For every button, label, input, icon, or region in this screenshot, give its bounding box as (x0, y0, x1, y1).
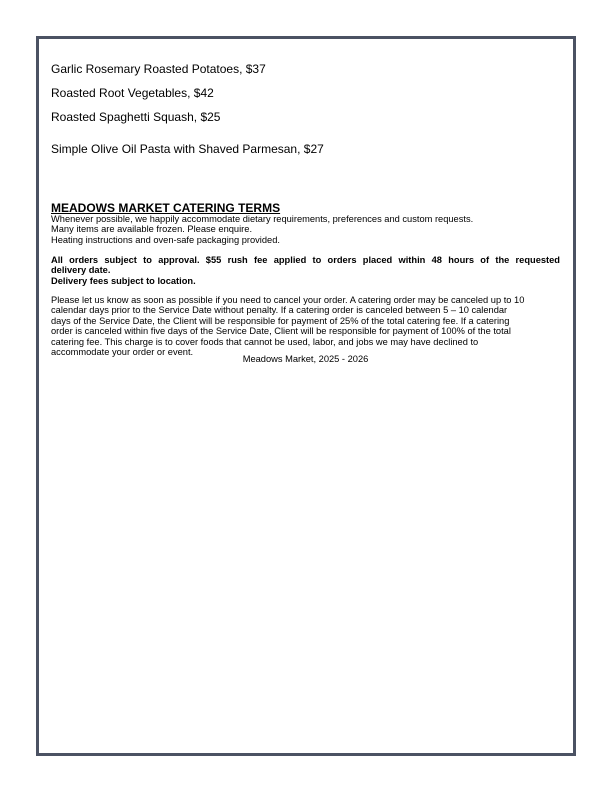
terms-frozen-line: Many items are available frozen. Please enquire. (51, 224, 253, 235)
terms-approval-block (51, 255, 560, 286)
policy-line: calendar days prior to the Service Date without penalty. If a catering order is canceled between 5 – 10 calendar (51, 305, 508, 316)
menu-item-roasted-root-vegetables: Roasted Root Vegetables, $42 (51, 86, 214, 100)
terms-heading: MEADOWS MARKET CATERING TERMS (51, 201, 281, 215)
policy-line: days of the Service Date, the Client will be responsible for payment of 25% of the total catering fee. If a catering (51, 315, 510, 326)
terms-heating-line: Heating instructions and oven-safe packaging provided. (51, 234, 280, 245)
footer-copyright: Meadows Market, 2025 - 2026 (242, 354, 369, 364)
cancellation-policy (51, 295, 560, 357)
menu-item-roasted-spaghetti-squash: Roasted Spaghetti Squash, $25 (51, 110, 221, 124)
terms-rush-fee-line: All orders subject to approval. $55 rush fee applied to orders placed within 48 hours of the requested (51, 255, 560, 265)
terms-delivery-date-line: delivery date. (51, 265, 111, 276)
terms-intro (51, 214, 560, 245)
policy-line: catering fee. This charge is to cover foods that cannot be used, labor, and jobs we may have declined to (51, 336, 479, 347)
menu-item-garlic-rosemary-potatoes: Garlic Rosemary Roasted Potatoes, $37 (51, 62, 266, 76)
terms-dietary-line: Whenever possible, we happily accommodate dietary requirements, preferences and custom requests. (51, 214, 474, 224)
menu-item-olive-oil-pasta: Simple Olive Oil Pasta with Shaved Parmesan, $27 (51, 142, 324, 156)
policy-line: order is canceled within five days of the Service Date, Client will be responsible for payment of 100% of the total (51, 326, 511, 337)
terms-delivery-fees-line: Delivery fees subject to location. (51, 275, 196, 286)
policy-line: Please let us know as soon as possible if you need to cancel your order. A catering order may be canceled up to 10 (51, 295, 525, 305)
policy-line: accommodate your order or event. (51, 347, 194, 358)
